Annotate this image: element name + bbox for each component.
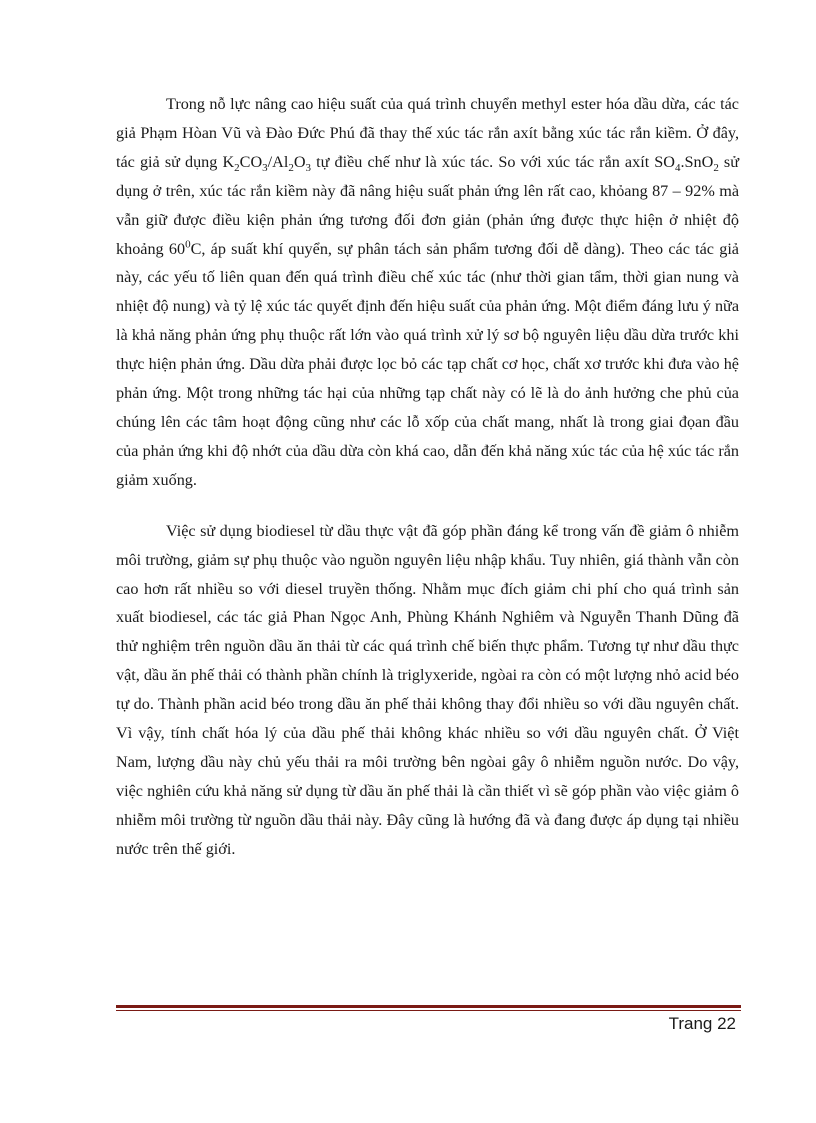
subscript: 2 [713, 162, 719, 175]
text-run: O [293, 152, 306, 171]
body-text [116, 90, 739, 864]
text-run: /Al [267, 152, 289, 171]
subscript: 3 [262, 162, 268, 175]
subscript: 3 [305, 162, 312, 175]
paragraph-waste-oil [116, 517, 739, 864]
text-run: Trong nỗ lực nâng cao hiệu suất của quá trình chuyển methyl ester hóa dầu dừa, các tác giả Phạm Hòan Vũ và Đào Đức Phú đã thay thế xúc tác rắn axít bằng xúc tác rắn kiềm. Ở đây, tác giả sử dụng K [116, 95, 739, 171]
text-run: CO [239, 152, 263, 171]
text-run: Việc sử dụng biodiesel từ dầu thực vật đã góp phần đáng kể trong vấn đề giảm ô nhiễm môi trường, giảm sự phụ thuộc vào nguồn nguyên liệu nhập khẩu. Tuy nhiên, giá thành vẫn còn cao hơn rất nhiều so với diesel truyền thống. Nhằm mục đích giảm chi phí cho quá trình sản xuất biodiesel, các tác giả Phan Ngọc Anh, Phùng Khánh Nghiêm và Nguyễn Thanh Dũng đã thử nghiệm trên nguồn dầu ăn thải từ các quá trình chế biến thực phẩm. Tương tự như dầu thực vật, dầu ăn phế thải có thành phần chính là triglyxeride, ngòai ra còn có một lượng nhỏ acid béo tự do. Thành phần acid béo trong dầu ăn phế thải không thay đổi nhiều so với dầu nguyên chất. Vì vậy, tính chất hóa lý của dầu phế thải không khác nhiều so với dầu nguyên chất. Ở Việt Nam, lượng dầu này chủ yếu thải ra môi trường bên ngòai gây ô nhiễm nguồn nước. Do vậy, việc nghiên cứu khả năng sử dụng từ dầu ăn phế thải là cần thiết vì sẽ góp phần vào việc giảm ô nhiễm môi trường từ nguồn dầu thải này. Đây cũng là hướng đã và đang được áp dụng tại nhiều nước trên thế giới. [116, 521, 739, 858]
text-run: C, áp suất khí quyển, sự phân tách sản phẩm tương đối dễ dàng). Theo các tác giả này, các yếu tố liên quan đến quá trình điều chế xúc tác (như thời gian tẩm, thời gian nung và nhiệt độ nung) và tỷ lệ xúc tác quyết định đến hiệu suất của phản ứng. Một điểm đáng lưu ý nữa là khả năng phản ứng phụ thuộc rất lớn vào quá trình xử lý sơ bộ nguyên liệu dầu dừa trước khi thực hiện phản ứng. Dầu dừa phải được lọc bỏ các tạp chất cơ học, chất xơ trước khi đưa vào hệ phản ứng. Một trong những tác hại của những tạp chất này có lẽ là do ảnh hưởng che phủ của chúng lên các tâm hoạt động cũng như các lỗ xốp của chất mang, nhất là trong giai đọan đầu của phản ứng khi độ nhớt của dầu dừa còn khá cao, dẫn đến khả năng xúc tác của hệ xúc tác rắn giảm xuống. [116, 239, 739, 489]
page-number: Trang 22 [668, 1014, 736, 1033]
text-run: sử dụng ở trên, xúc tác rắn kiềm này đã nâng hiệu suất phản ứng lên rất cao, khỏang 87 – 92% mà vẫn giữ được điều kiện phản ứng tương đối đơn giản (phản ứng được thực hiện ở nhiệt độ khoảng 60 [116, 152, 740, 258]
text-run: tự điều chế như là xúc tác. So với xúc tác rắn axít SO [311, 152, 675, 171]
subscript: 4 [675, 162, 681, 175]
paragraph-catalyst [116, 90, 739, 495]
footer-rule-thick [116, 1005, 741, 1008]
superscript: 0 [185, 238, 191, 251]
text-run: .SnO [680, 152, 714, 171]
footer-rule-thin [116, 1010, 741, 1011]
subscript: 2 [234, 162, 240, 175]
subscript: 2 [288, 162, 294, 175]
